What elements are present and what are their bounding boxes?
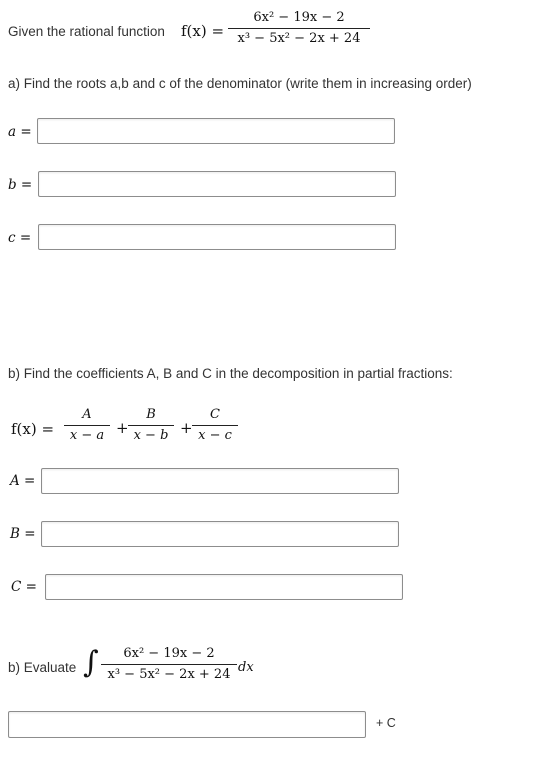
coefficient-C-input[interactable]	[45, 574, 403, 600]
part-b-prompt: b) Find the coefficients A, B and C in the decomposition in partial fractions:	[8, 366, 453, 381]
intro-fraction	[228, 10, 370, 46]
intro-numerator: 6x² − 19x − 2	[253, 10, 345, 25]
label-b: b =	[8, 177, 33, 193]
term-b-denominator: x − b	[133, 428, 169, 443]
intro-function-lhs: f(x) =	[181, 22, 225, 40]
plus-sign-2: +	[180, 419, 193, 437]
differential-dx: dx	[238, 660, 254, 675]
plus-sign-1: +	[116, 419, 129, 437]
label-c: c =	[8, 230, 32, 246]
term-c-fraction	[192, 407, 238, 443]
integral-answer-input[interactable]	[8, 711, 366, 738]
term-a-numerator: A	[82, 407, 92, 422]
integrand-fraction	[101, 646, 237, 682]
decomposition-lhs: f(x) =	[11, 420, 55, 438]
term-c-denominator: x − c	[198, 428, 232, 443]
constant-suffix: + C	[376, 716, 396, 730]
term-c-numerator: C	[210, 407, 220, 422]
intro-text: Given the rational function	[8, 24, 165, 39]
part-c-prompt: b) Evaluate	[8, 660, 77, 675]
integrand-numerator: 6x² − 19x − 2	[123, 646, 215, 661]
term-b-numerator: B	[146, 407, 156, 422]
term-b-fraction	[128, 407, 174, 443]
coefficient-B-input[interactable]	[41, 521, 399, 547]
root-c-input[interactable]	[38, 224, 396, 250]
label-C: C =	[11, 579, 37, 595]
root-b-input[interactable]	[38, 171, 396, 197]
label-B: B =	[10, 526, 36, 542]
term-a-denominator: x − a	[69, 428, 105, 443]
label-A: A =	[10, 473, 36, 489]
intro-denominator: x³ − 5x² − 2x + 24	[237, 31, 361, 46]
integral-sign: ∫	[83, 645, 99, 680]
coefficient-A-input[interactable]	[41, 468, 399, 494]
integrand-denominator: x³ − 5x² − 2x + 24	[107, 667, 231, 682]
part-a-prompt: a) Find the roots a,b and c of the denominator (write them in increasing order)	[8, 76, 472, 91]
label-a: a =	[8, 124, 32, 140]
term-a-fraction	[64, 407, 110, 443]
root-a-input[interactable]	[37, 118, 395, 144]
